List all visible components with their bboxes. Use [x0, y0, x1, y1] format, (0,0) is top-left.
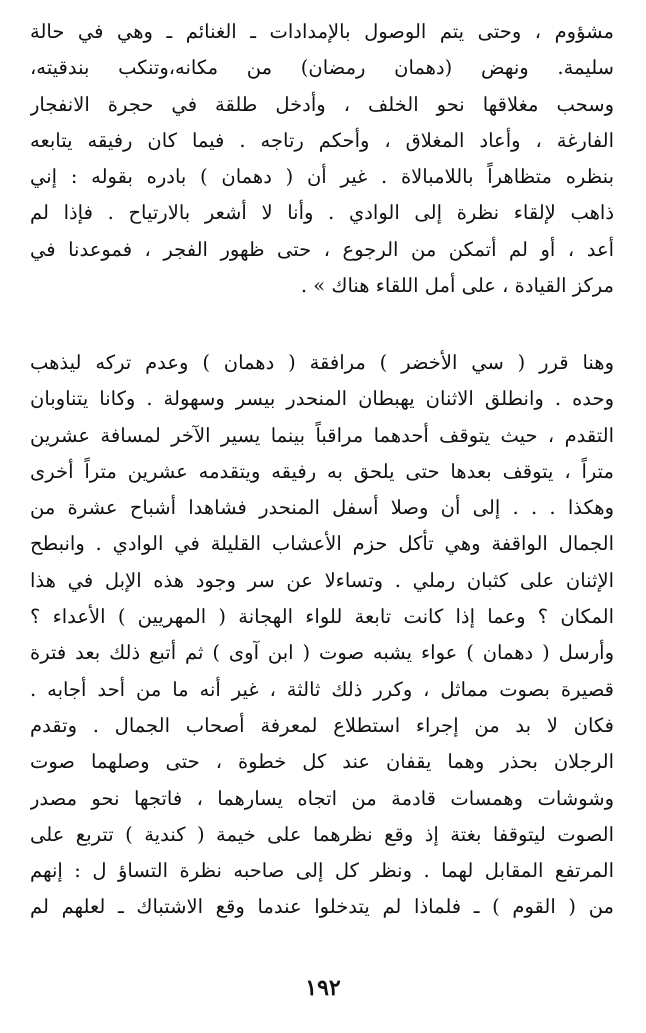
text-line: المرتفع المقابل لهما . ونظر كل إلى صاحبه نظرة التساؤ ل : إنهم — [30, 859, 614, 883]
text-line: متراً ، يتوقف بعدها حتى يلحق به رفيقه ويتقدمه عشرين متراً أخرى — [30, 459, 614, 483]
text-line: قصيرة بصوت مماثل ، وكرر ذلك ثالثة ، غير أنه ما من أحد أجابه . — [30, 677, 614, 701]
text-line: وأرسل ( دهمان ) عواء يشبه صوت ( ابن آوى ) ثم أتبع ذلك بعد فترة — [30, 641, 614, 665]
text-line: فكان لا بد من إجراء استطلاع لمعرفة أصحاب الجمال . وتقدم — [30, 713, 614, 737]
text-line: الجمال الواقفة وهي تأكل حزم الأعشاب القليلة في الوادي . وانبطح — [30, 532, 614, 556]
text-line: الفارغة ، وأعاد المغلاق ، وأحكم رتاجه . فيما كان رفيقه يتابعه — [30, 128, 614, 152]
text-line: بنظره متظاهراً باللامبالاة . غير أن ( دهمان ) بادره بقوله : إني — [30, 165, 614, 189]
text-line: وهنا قرر ( سي الأخضر ) مرافقة ( دهمان ) وعدم تركه ليذهب — [30, 351, 614, 374]
text-line: مركز القيادة ، على أمل اللقاء هناك » . — [300, 274, 614, 298]
text-line: مشؤوم ، وحتى يتم الوصول بالإمدادات ـ الغنائم ـ وهي في حالة — [30, 20, 614, 43]
text-line: المكان ؟ وعما إذا كانت تابعة للواء الهجانة ( المهريين ) الأعداء ؟ — [30, 605, 614, 629]
text-line: من ( القوم ) ـ فلماذا لم يتدخلوا عندما وقع الاشتباك ـ لعلهم لم — [30, 895, 614, 919]
text-line: الإثنان على كثبان رملي . وتساءلا عن سر وجود هذه الإبل في هذا — [30, 568, 614, 592]
text-line: التقدم ، حيث يتوقف أحدهما مراقباً بينما يسير الآخر لمسافة عشرين — [30, 423, 614, 447]
paragraph-1 — [30, 14, 614, 304]
text-line: ذاهب لإلقاء نظرة إلى الوادي . وأنا لا أشعر بالارتياح . فإذا لم — [30, 201, 614, 225]
text-line: الرجلان بحذر وهما يقفان عند كل خطوة ، حتى وصلهما صوت — [30, 750, 614, 774]
text-line: أعد ، أو لم أتمكن من الرجوع ، حتى ظهور الفجر ، فموعدنا في — [30, 237, 614, 261]
text-line: سليمة. ونهض (دهمان رمضان) من مكانه،وتنكب بندقيته، — [30, 56, 614, 80]
text-line: وسحب مغلاقها نحو الخلف ، وأدخل طلقة في حجرة الانفجار — [30, 92, 614, 116]
text-line: وهكذا . . . إلى أن وصلا أسفل المنحدر فشاهدا أشباح عشرة من — [30, 496, 614, 520]
text-line: وشوشات وهمسات قادمة من اتجاه يسارهما ، فاتجها نحو مصدر — [30, 786, 614, 810]
text-line: الصوت ليتوقفا بغتة إذ وقع نظرهما على خيمة ( كندية ) تتربع على — [30, 822, 614, 846]
paragraph-2 — [30, 345, 614, 926]
page-number: ١٩٢ — [305, 975, 341, 1001]
text-line: وحده . وانطلق الاثنان يهبطان المنحدر بيسر وسهولة . وكانا يتناوبان — [30, 387, 614, 411]
